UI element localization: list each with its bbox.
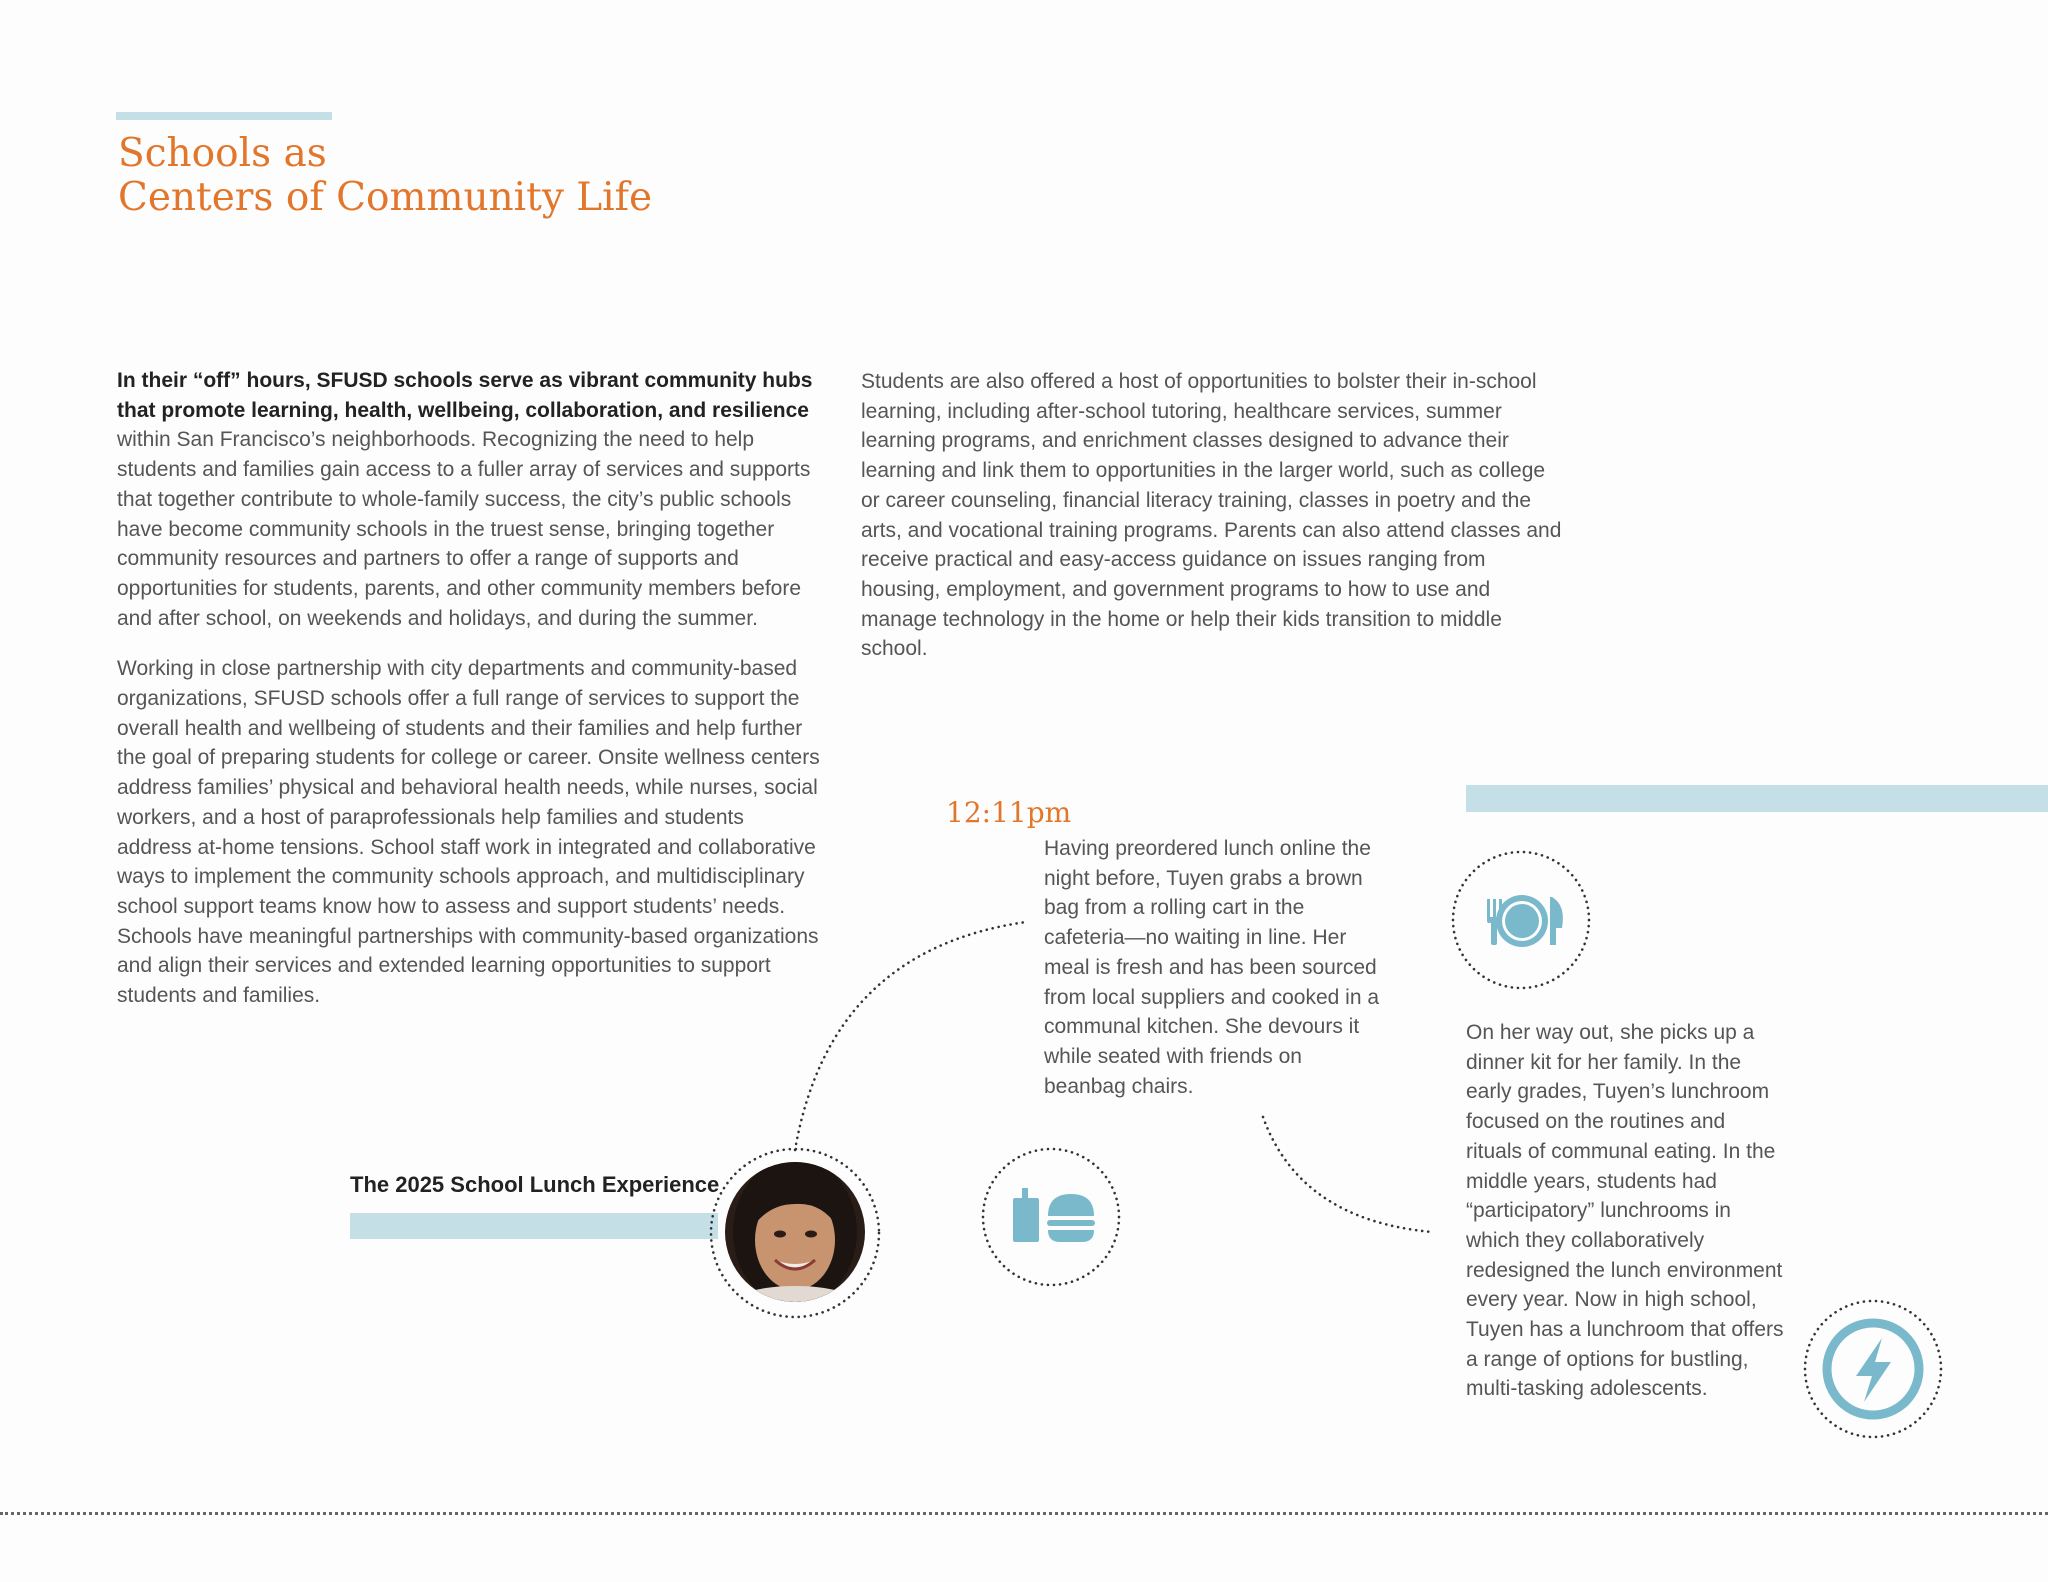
page-bottom-dotted-rule: [0, 1512, 2048, 1515]
page-title: [118, 132, 818, 220]
intro-paragraph-3: Students are also offered a host of opportunities to bolster their in-school learning, including after-school tutoring, healthcare services, summer learning programs, and enrichment classes designed to advance their learning and link them to opportunities in the larger world, such as college or career counseling, financial literacy training, classes in poetry and the arts, and vocational training programs. Parents can also attend classes and receive practical and easy-access guidance on issues ranging from housing, employment, and government programs to how to use and manage technology in the home or help their kids transition to middle school.: [861, 370, 1562, 661]
story-text-dinner: On her way out, she picks up a dinner kit for her family. In the early grades, Tuyen’s lunchroom focused on the routines and rituals of communal eating. In the middle years, students had “participatory” lunchrooms in which they collaboratively redesigned the lunch environment every year. Now in high school, Tuyen has a lunchroom that offers a range of options for bustling, multi-tasking adolescents.: [1466, 1021, 1784, 1401]
title-line-2: Centers of Community Life: [118, 175, 653, 220]
lunch-icon-ring: [983, 1149, 1119, 1285]
story-text-lunch: Having preordered lunch online the night before, Tuyen grabs a brown bag from a rolling cart in the cafeteria—no waiting in line. Her meal is fresh and has been sourced from local suppliers and cooked in a communal kitchen. She devours it while seated with friends on beanbag chairs.: [1044, 837, 1380, 1098]
connector-portrait-to-story: [795, 922, 1026, 1150]
experience-label-bar: [350, 1213, 718, 1239]
story-accent-bar: [1466, 785, 2048, 812]
dinner-icon-ring: [1453, 852, 1589, 988]
story-time: 12:11pm: [946, 796, 1072, 829]
energy-icon-ring: [1805, 1301, 1941, 1437]
drink-and-burger-icon: [1013, 1188, 1095, 1242]
intro-paragraph-1: [117, 366, 822, 633]
title-line-1: Schools as: [118, 131, 327, 176]
header-accent-rule: [116, 112, 332, 120]
fork-plate-knife-icon: [1487, 895, 1563, 947]
intro-paragraph-2: Working in close partnership with city departments and community-based organizations, SFUSD schools offer a full range of services to support the overall health and wellbeing of students and their families and help further the goal of preparing students for college or career. Onsite wellness centers address families’ physical and behavioral health needs, while nurses, social workers, and a host of paraprofessionals help families and students address at-home tensions. School staff work in integrated and collaborative ways to implement the community schools approach, and multidisciplinary school support teams know how to assess and support students’ needs. Schools have meaningful partnerships with community-based organizations and align their services and extended learning opportunities to support students and families.: [117, 657, 820, 1008]
lightning-bolt-icon: [1827, 1323, 1919, 1415]
connector-story-to-dinner: [1263, 1117, 1432, 1232]
student-portrait: [725, 1162, 865, 1302]
experience-label: The 2025 School Lunch Experience: [350, 1172, 720, 1197]
intro-column-left: [117, 366, 822, 1032]
intro-lead-rest: within San Francisco’s neighborhoods. Recognizing the need to help students and families gain access to a fuller array of services and supports that together contribute to whole-family success, the city’s public schools have become community schools in the truest sense, bringing together community resources and partners to offer a range of supports and opportunities for students, parents, and other community members before and after school, on weekends and holidays, and during the summer.: [117, 428, 811, 630]
intro-lead: In their “off” hours, SFUSD schools serve as vibrant community hubs that promote learning, health, wellbeing, collaboration, and resilience: [117, 369, 813, 422]
